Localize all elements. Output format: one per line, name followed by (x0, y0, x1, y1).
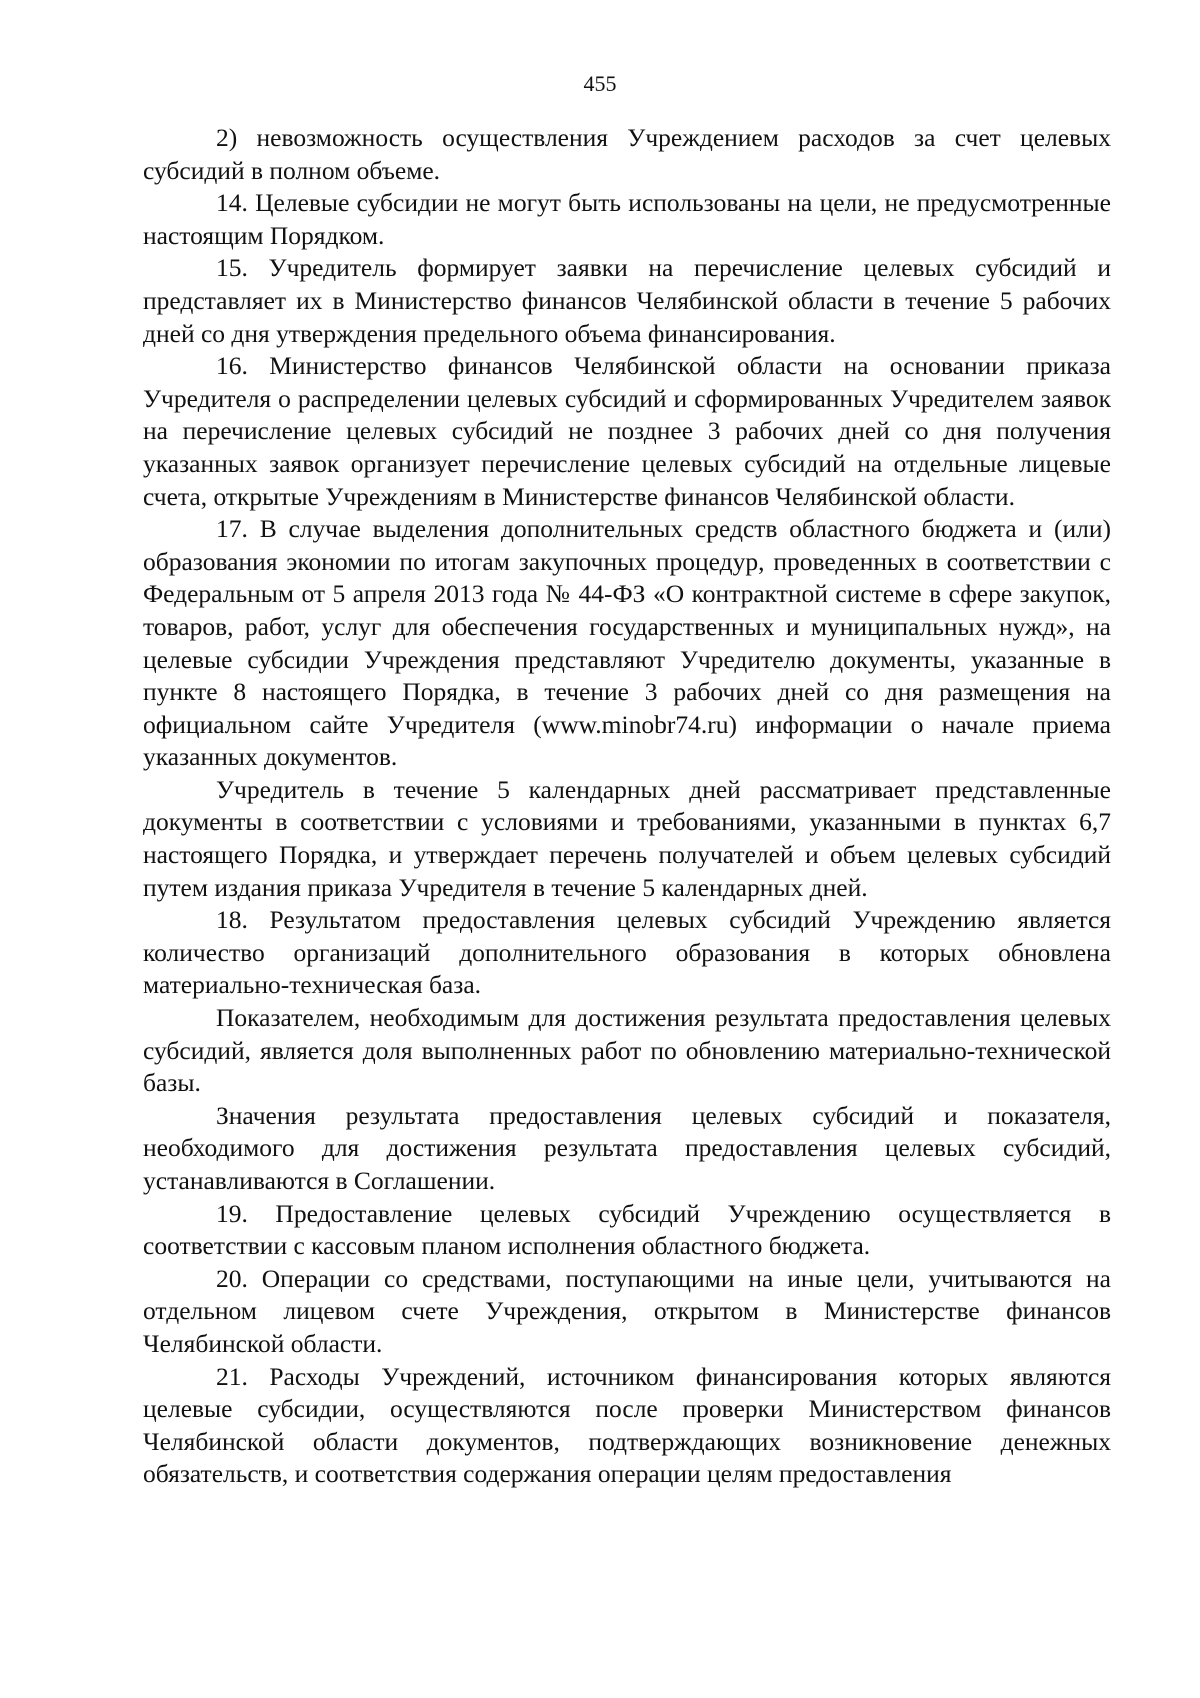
paragraph-17-continued: Учредитель в течение 5 календарных дней рассматривает представленные документы в соответствии с условиями и требованиями, указанными в пунктах 6,7 настоящего Порядка, и утверждает перечень получателей и объем целевых субсидий путем издания приказа Учредителя в течение 5 календарных дней. (143, 774, 1111, 902)
document-body (143, 122, 1111, 1491)
paragraph-18-indicator: Показателем, необходимым для достижения результата предоставления целевых субсидий, является доля выполненных работ по обновлению материально-технической базы. (143, 1003, 1111, 1098)
paragraph-18-values: Значения результата предоставления целевых субсидий и показателя, необходимого для достижения результата предоставления целевых субсидий, устанавливаются в Соглашении. (143, 1100, 1111, 1195)
paragraph-17: 17. В случае выделения дополнительных средств областного бюджета и (или) образования экономии по итогам закупочных процедур, проведенных в соответствии с Федеральным от 5 апреля 2013 года № 44-ФЗ «О контрактной системе в сфере закупок, товаров, работ, услуг для обеспечения государственных и муниципальных нужд», на целевые субсидии Учреждения представляют Учредителю документы, указанные в пункте 8 настоящего Порядка, в течение 3 рабочих дней со дня размещения на официальном сайте Учредителя (www.minobr74.ru) информации о начале приема указанных документов. (143, 514, 1111, 772)
paragraph-20: 20. Операции со средствами, поступающими на иные цели, учитываются на отдельном лицевом счете Учреждения, открытом в Министерстве финансов Челябинской области. (143, 1263, 1111, 1358)
paragraph-14: 14. Целевые субсидии не могут быть использованы на цели, не предусмотренные настоящим Порядком. (143, 188, 1111, 250)
paragraph-18: 18. Результатом предоставления целевых субсидий Учреждению является количество организаций дополнительного образования в которых обновлена материально-техническая база. (143, 905, 1111, 1000)
paragraph-19: 19. Предоставление целевых субсидий Учреждению осуществляется в соответствии с кассовым планом исполнения областного бюджета. (143, 1198, 1111, 1261)
paragraph-15: 15. Учредитель формирует заявки на перечисление целевых субсидий и представляет их в Министерство финансов Челябинской области в течение 5 рабочих дней со дня утверждения предельного объема финансирования. (143, 253, 1111, 348)
page-number: 455 (583, 71, 617, 96)
paragraph-item-2: 2) невозможность осуществления Учреждением расходов за счет целевых субсидий в полном объеме. (143, 123, 1111, 185)
paragraph-21: 21. Расходы Учреждений, источником финансирования которых являются целевые субсидии, осуществляются после проверки Министерством финансов Челябинской области документов, подтверждающих возникновение денежных обязательств, и соответствия содержания операции целям предоставления (143, 1361, 1111, 1489)
paragraph-16: 16. Министерство финансов Челябинской области на основании приказа Учредителя о распределении целевых субсидий и сформированных Учредителем заявок на перечисление целевых субсидий не позднее 3 рабочих дней со дня получения указанных заявок организует перечисление целевых субсидий на отдельные лицевые счета, открытые Учреждениям в Министерстве финансов Челябинской области. (143, 351, 1111, 511)
